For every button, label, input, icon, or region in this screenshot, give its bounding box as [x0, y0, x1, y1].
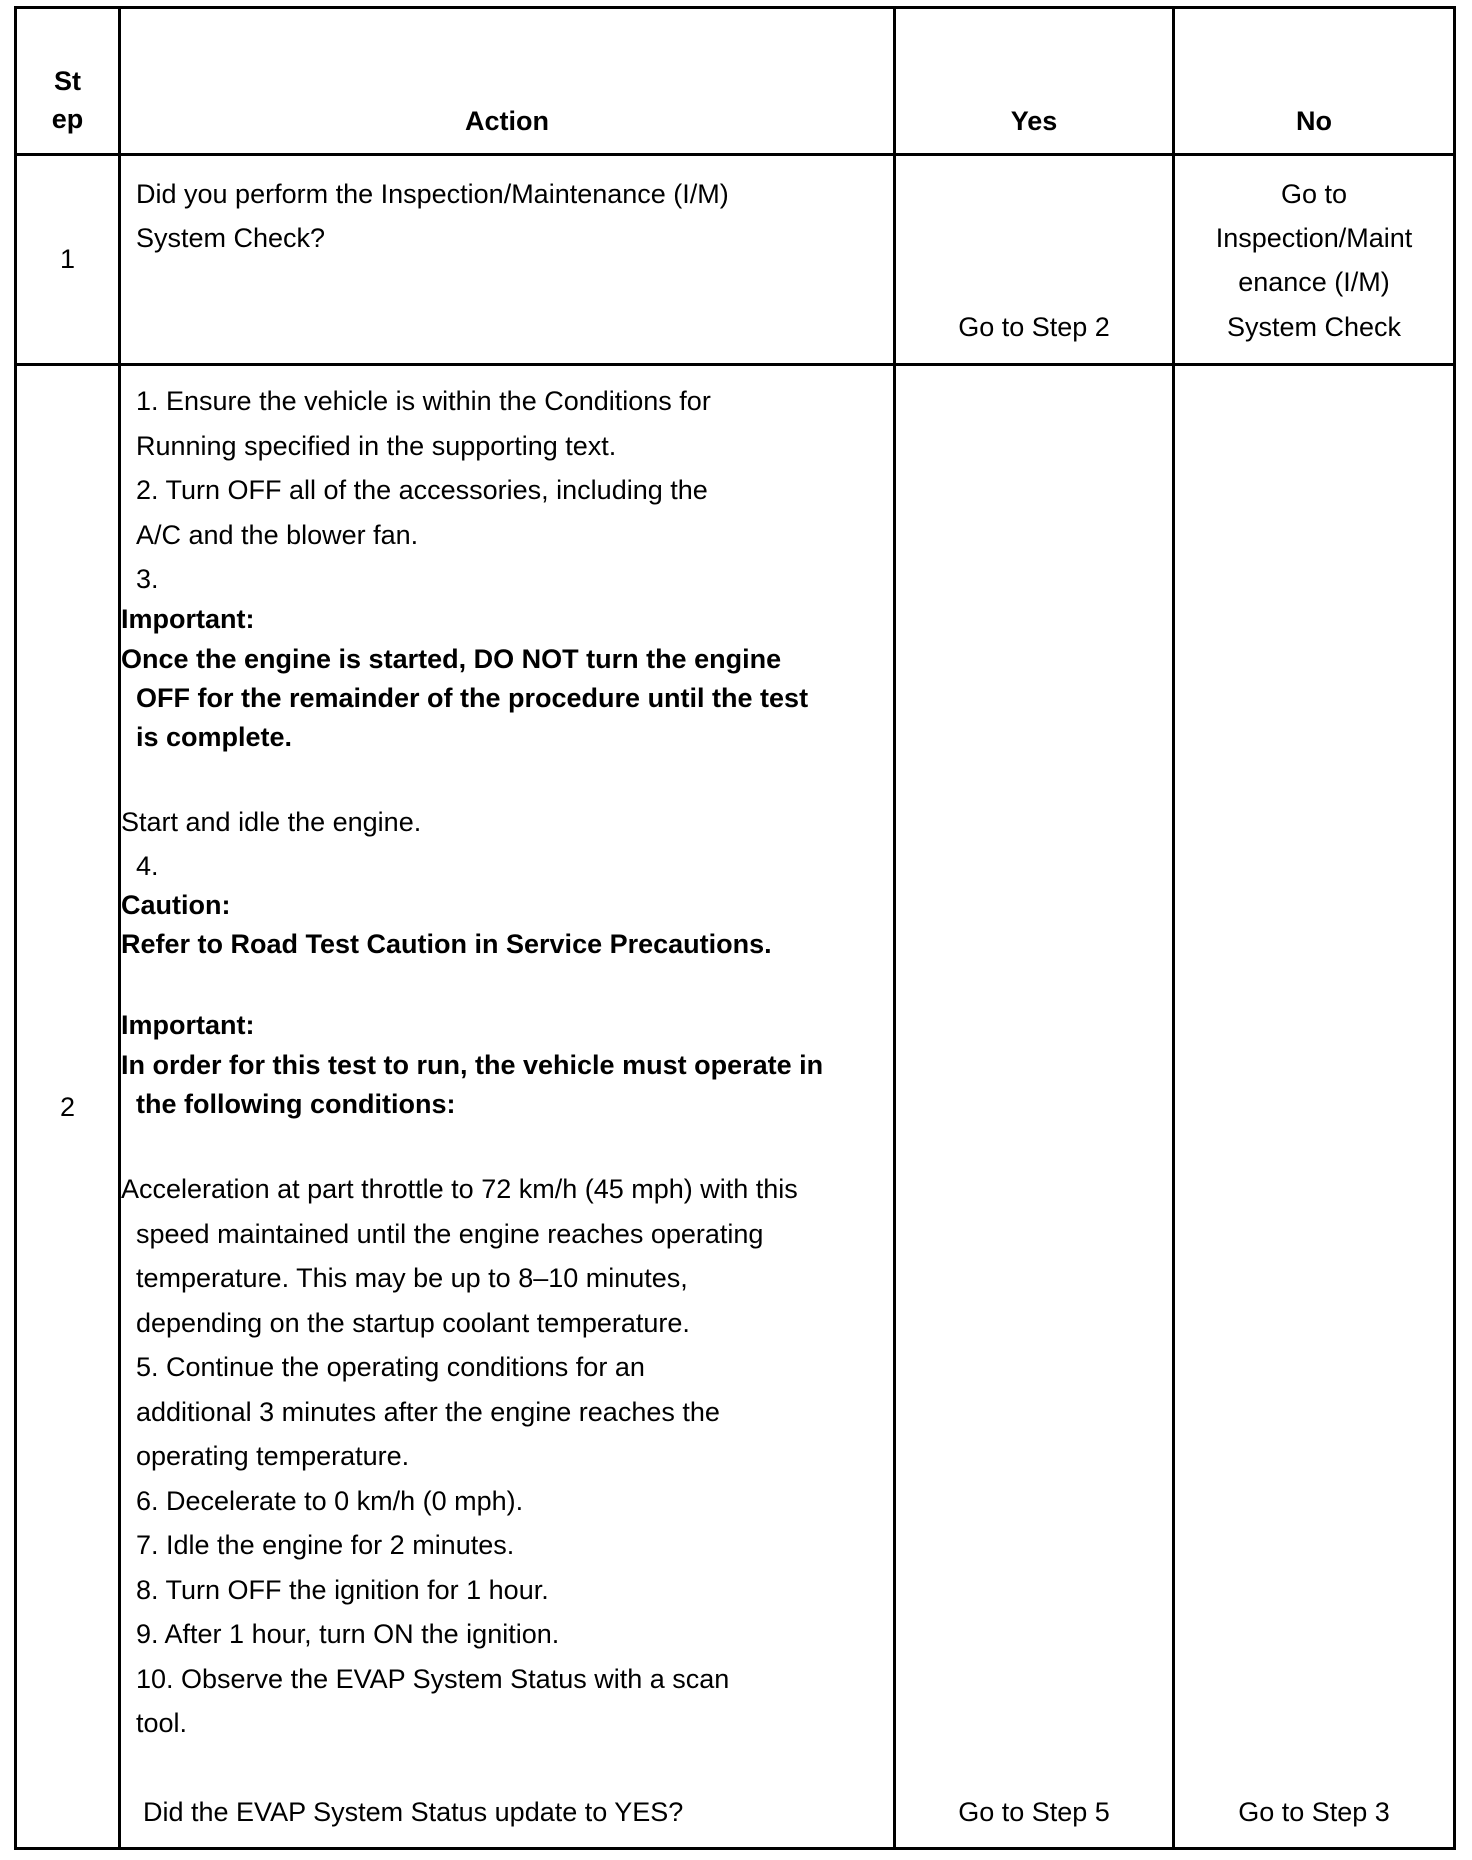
- action-line: Acceleration at part throttle to 72 km/h (45 mph) with this: [121, 1174, 798, 1204]
- header-yes: Yes: [1010, 106, 1058, 136]
- action-line: temperature. This may be up to 8–10 minutes,: [136, 1263, 688, 1293]
- row-divider: [14, 363, 1456, 366]
- header-action: Action: [465, 106, 549, 136]
- header-step-line1: St: [54, 66, 81, 96]
- action-line: 4.: [136, 851, 159, 881]
- important-text: Once the engine is started, DO NOT turn the engine: [121, 644, 782, 674]
- action-line: 9. After 1 hour, turn ON the ignition.: [136, 1619, 560, 1649]
- no-result-line: enance (I/M): [1238, 267, 1390, 297]
- action-line: System Check?: [136, 223, 326, 253]
- action-line: 8. Turn OFF the ignition for 1 hour.: [136, 1575, 549, 1605]
- action-line: 2. Turn OFF all of the accessories, including the: [136, 475, 708, 505]
- action-line: Did you perform the Inspection/Maintenance (I/M): [136, 179, 729, 209]
- column-divider-action: [893, 6, 896, 1850]
- action-line: 1. Ensure the vehicle is within the Conditions for: [136, 386, 711, 416]
- header-divider: [14, 153, 1456, 156]
- yes-result: Go to Step 2: [958, 312, 1110, 342]
- action-line: speed maintained until the engine reaches operating: [136, 1219, 764, 1249]
- important-text: is complete.: [136, 722, 293, 752]
- step-number: 1: [59, 244, 76, 274]
- table-border-bottom: [14, 1847, 1456, 1850]
- step-number: 2: [59, 1092, 76, 1122]
- question-line: Did the EVAP System Status update to YES?: [143, 1797, 684, 1827]
- important-label: Important:: [121, 1010, 255, 1040]
- action-line: 3.: [136, 564, 159, 594]
- caution-label: Caution:: [121, 890, 231, 920]
- action-line: 6. Decelerate to 0 km/h (0 mph).: [136, 1486, 524, 1516]
- action-line: additional 3 minutes after the engine reaches the: [136, 1397, 720, 1427]
- action-line: tool.: [136, 1708, 188, 1738]
- action-line: depending on the startup coolant temperature.: [136, 1308, 690, 1338]
- table-border-top: [14, 6, 1456, 9]
- no-result-line: Go to: [1280, 179, 1348, 209]
- no-result-line: Inspection/Maint: [1215, 223, 1413, 253]
- no-result-line: System Check: [1226, 312, 1402, 342]
- table-border-left: [14, 6, 17, 1850]
- caution-text: Refer to Road Test Caution in Service Precautions.: [121, 929, 772, 959]
- important-label: Important:: [121, 604, 255, 634]
- action-line: Start and idle the engine.: [121, 807, 422, 837]
- action-line: 10. Observe the EVAP System Status with a scan: [136, 1664, 730, 1694]
- action-line: 5. Continue the operating conditions for an: [136, 1352, 645, 1382]
- header-step: [17, 62, 118, 138]
- no-result: Go to Step 3: [1238, 1797, 1390, 1827]
- action-line: Running specified in the supporting text.: [136, 431, 617, 461]
- action-line: 7. Idle the engine for 2 minutes.: [136, 1530, 515, 1560]
- header-no: No: [1296, 106, 1332, 136]
- action-line: operating temperature.: [136, 1441, 410, 1471]
- important-text: OFF for the remainder of the procedure until the test: [136, 683, 809, 713]
- important-text: In order for this test to run, the vehicle must operate in: [121, 1050, 824, 1080]
- action-line: A/C and the blower fan.: [136, 520, 419, 550]
- table-border-right: [1453, 6, 1456, 1850]
- important-text: the following conditions:: [136, 1089, 456, 1119]
- header-step-line2: ep: [51, 104, 84, 134]
- yes-result: Go to Step 5: [958, 1797, 1110, 1827]
